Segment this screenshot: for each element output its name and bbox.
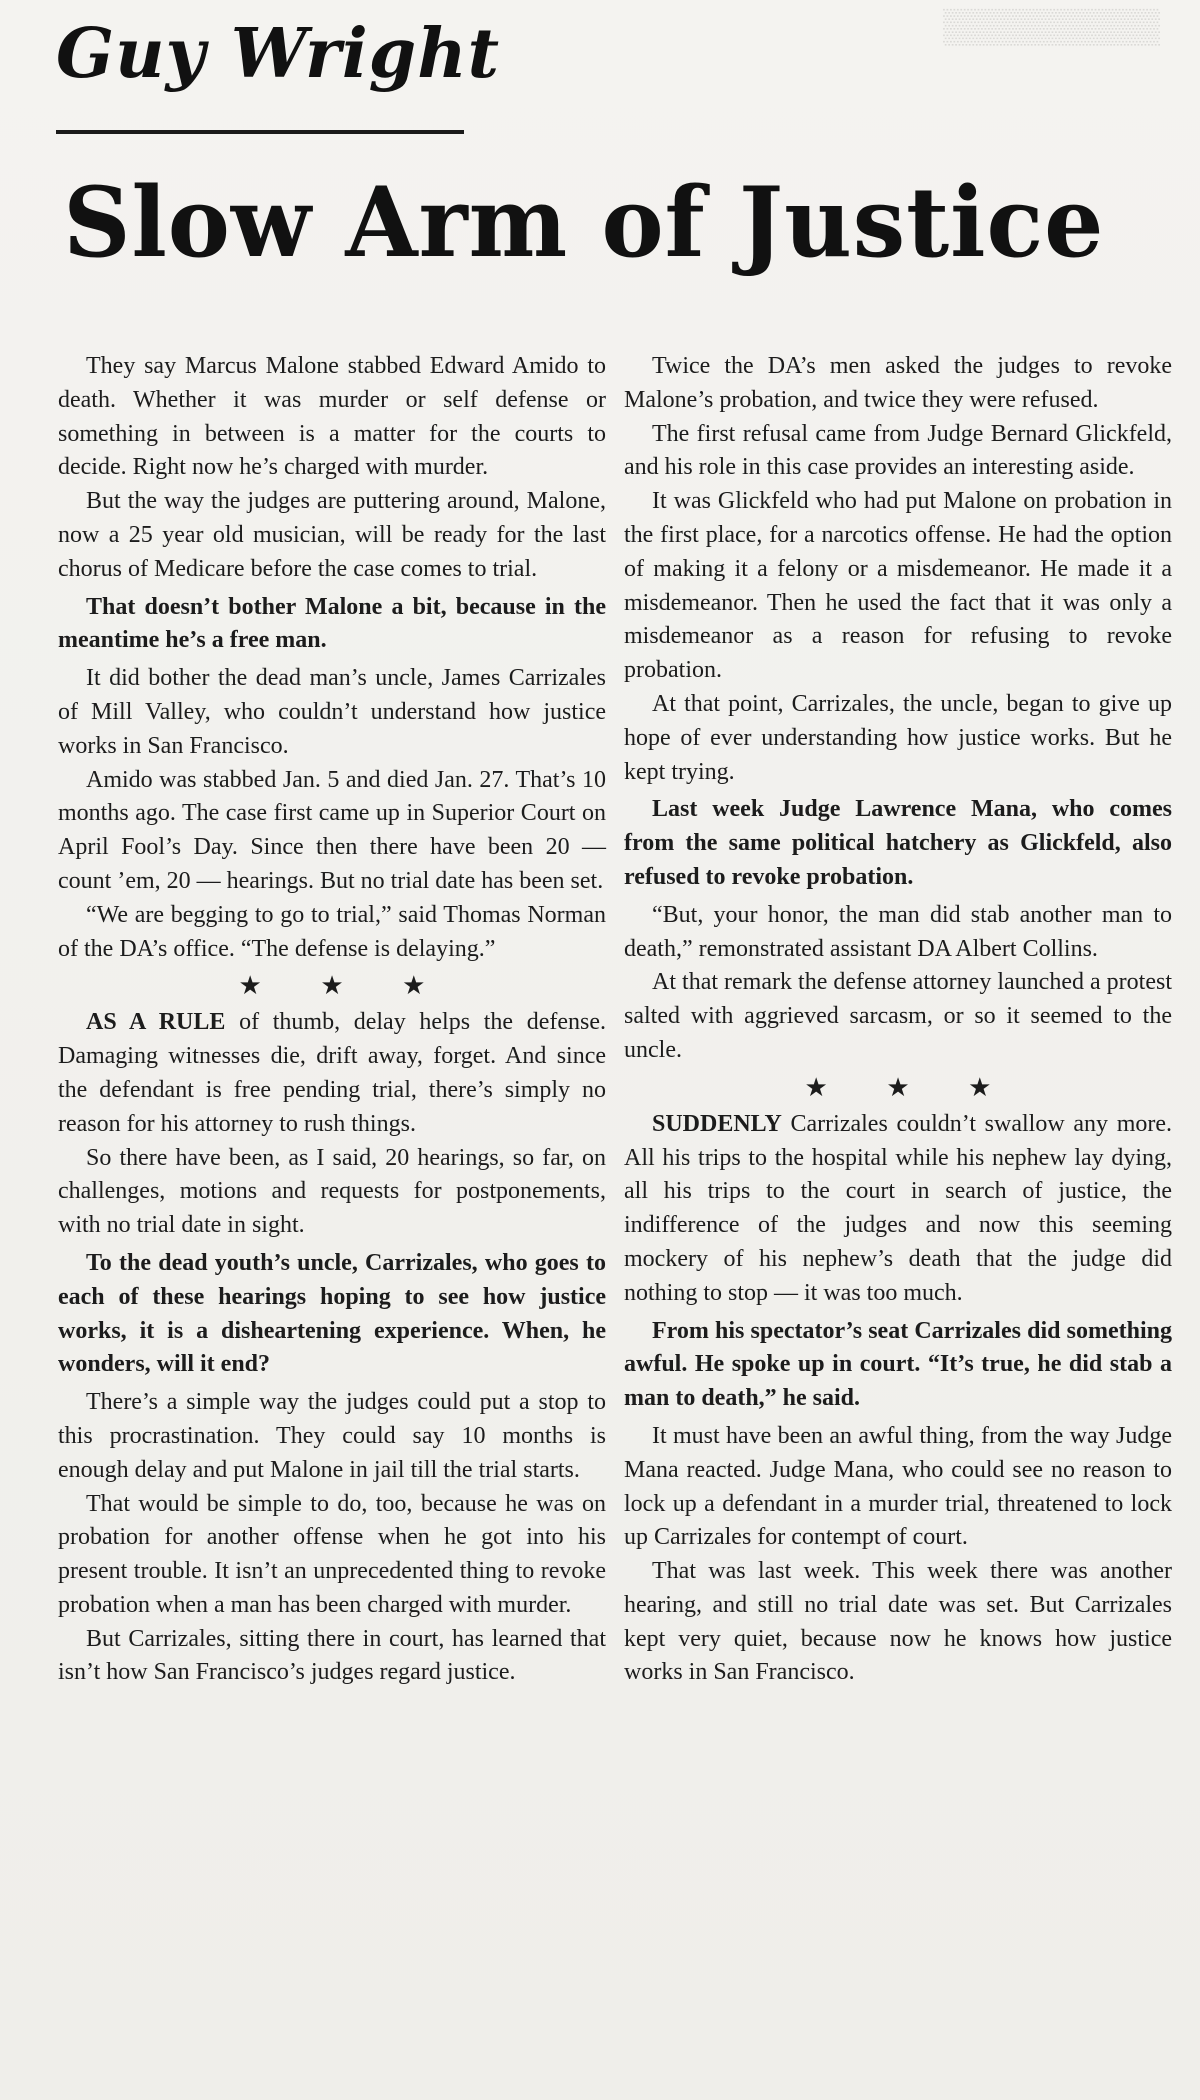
paragraph-bold: That doesn’t bother Malone a bit, because in the meantime he’s a free man. <box>58 593 606 654</box>
paragraph-bold: Last week Judge Lawrence Mana, who comes from the same political hatchery as Glickfeld, also refused to revoke probation. <box>624 796 1172 890</box>
section-separator: ★ ★ ★ <box>238 971 452 1001</box>
paragraph: They say Marcus Malone stabbed Edward Amido to death. Whether it was murder or self defense or something in between is a matter for the courts to decide. Right now he’s charged with murder. <box>58 353 606 481</box>
paragraph <box>58 1006 606 1141</box>
article-column-left <box>58 350 606 1690</box>
paragraph: That was last week. This week there was another hearing, and still no trial date was set. But Carrizales kept very quiet, because now he knows how justice works in San Francisco. <box>624 1558 1172 1686</box>
byline-rule <box>56 130 464 134</box>
section-separator: ★ ★ ★ <box>804 1072 1018 1102</box>
paragraph: But the way the judges are puttering around, Malone, now a 25 year old musician, will be ready for the last chorus of Medicare before the case comes to trial. <box>58 488 606 582</box>
paragraph: Twice the DA’s men asked the judges to revoke Malone’s probation, and twice they were refused. <box>624 353 1172 413</box>
article-column-right <box>624 350 1172 1690</box>
paragraph-lead-in: AS A RULE <box>86 1009 226 1036</box>
paragraph <box>624 1108 1172 1311</box>
paragraph: The first refusal came from Judge Bernard Glickfeld, and his role in this case provides an interesting aside. <box>624 420 1172 481</box>
paragraph: It must have been an awful thing, from the way Judge Mana reacted. Judge Mana, who could see no reason to lock up a defendant in a murder trial, threatened to lock up Carrizales for contempt of court. <box>624 1422 1172 1551</box>
paragraph: That would be simple to do, too, because he was on probation for another offense when he got into his present trouble. It isn’t an unprecedented thing to revoke probation when a man has been charged with murder. <box>58 1490 606 1618</box>
paragraph: It was Glickfeld who had put Malone on probation in the first place, for a narcotics offense. He had the option of making it a felony or a misdemeanor. He made it a misdemeanor. Then he used the fact that it was only a misdemeanor as a reason for refusing to revoke probation. <box>624 488 1172 684</box>
paragraph-body: Carrizales couldn’t swallow any more. All his trips to the hospital while his nephew lay dying, all his trips to the court in search of justice, the indifference of the judges and now this seeming mockery of his nephew’s death that the judge did nothing to stop — it was too much. <box>624 1110 1172 1306</box>
paragraph: At that point, Carrizales, the uncle, began to give up hope of ever understanding how justice works. But he kept trying. <box>624 690 1172 785</box>
paragraph-bold: To the dead youth’s uncle, Carrizales, who goes to each of these hearings hoping to see how justice works, it is a disheartening experience. When, he wonders, will it end? <box>58 1249 606 1378</box>
headline: Slow Arm of Justice <box>63 166 1105 279</box>
paragraph: Amido was stabbed Jan. 5 and died Jan. 27. That’s 10 months ago. The case first came up in Superior Court on April Fool’s Day. Since then there have been 20 — count ’em, 20 — hearings. But no trial date has been set. <box>58 766 606 894</box>
paragraph: There’s a simple way the judges could put a stop to this procrastination. They could say 10 months is enough delay and put Malone in jail till the trial starts. <box>58 1389 606 1483</box>
paragraph-bold: From his spectator’s seat Carrizales did something awful. He spoke up in court. “It’s true, he did stab a man to death,” he said. <box>624 1317 1172 1412</box>
paragraph-lead-in: SUDDENLY <box>652 1110 782 1137</box>
paragraph: “But, your honor, the man did stab another man to death,” remonstrated assistant DA Albert Collins. <box>624 901 1172 962</box>
paragraph: So there have been, as I said, 20 hearings, so far, on challenges, motions and requests for postponements, with no trial date in sight. <box>58 1144 606 1239</box>
paragraph: At that remark the defense attorney launched a protest salted with aggrieved sarcasm, or so it seemed to the uncle. <box>624 969 1172 1063</box>
paragraph: “We are begging to go to trial,” said Thomas Norman of the DA’s office. “The defense is delaying.” <box>58 901 606 962</box>
paragraph-body: of thumb, delay helps the defense. Damaging witnesses die, drift away, forget. And since the defendant is free pending trial, there’s simply no reason for his attorney to rush things. <box>58 1009 606 1137</box>
bleed-through-text: ▒▒▒▒▒▒▒▒▒ <box>943 8 1160 45</box>
paragraph: But Carrizales, sitting there in court, has learned that isn’t how San Francisco’s judges regard justice. <box>58 1625 606 1686</box>
byline: Guy Wright <box>56 14 501 94</box>
paragraph: It did bother the dead man’s uncle, James Carrizales of Mill Valley, who couldn’t understand how justice works in San Francisco. <box>58 665 606 759</box>
